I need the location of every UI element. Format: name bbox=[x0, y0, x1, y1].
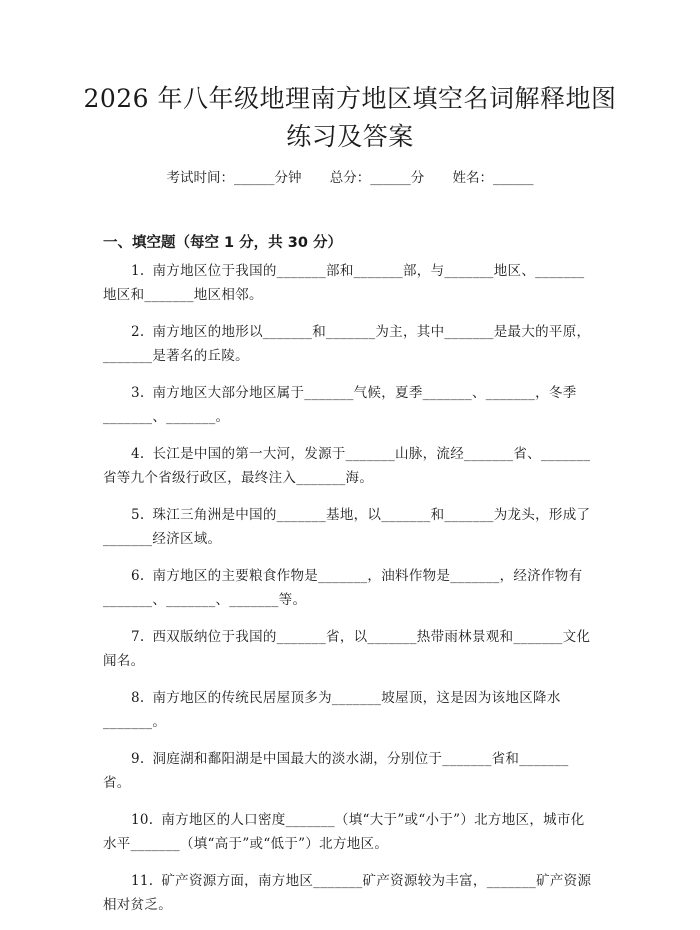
question-text: 长江是中国的第一大河，发源于_______山脉，流经_______省、_______省等九个省级行政区，最终注入_______海。 bbox=[103, 446, 591, 486]
section-heading: 一、填空题（每空 1 分，共 30 分） bbox=[103, 235, 342, 251]
question-text: 矿产资源方面，南方地区_______矿产资源较为丰富，_______矿产资源相对贫乏。 bbox=[103, 873, 592, 913]
question-10 bbox=[103, 808, 593, 856]
question-number: 5. bbox=[131, 507, 145, 523]
question-text: 洞庭湖和鄱阳湖是中国最大的淡水湖，分别位于_______省和_______省。 bbox=[103, 751, 569, 791]
question-number: 11. bbox=[131, 873, 154, 889]
exam-info-line bbox=[0, 168, 700, 188]
question-number: 1. bbox=[131, 263, 145, 279]
question-number: 7. bbox=[131, 629, 145, 645]
question-number: 6. bbox=[131, 568, 145, 584]
question-text: 南方地区位于我国的_______部和_______部，与_______地区、_______地区和_______地区相邻。 bbox=[103, 263, 585, 303]
question-number: 10. bbox=[131, 812, 154, 828]
question-text: 珠江三角洲是中国的_______基地，以_______和_______为龙头，形成了_______经济区域。 bbox=[103, 507, 591, 547]
question-text: 南方地区的地形以_______和_______为主，其中_______是最大的平原，_______是著名的丘陵。 bbox=[103, 324, 591, 364]
question-2 bbox=[103, 320, 593, 368]
question-number: 4. bbox=[131, 446, 145, 462]
question-1 bbox=[103, 259, 593, 307]
question-8 bbox=[103, 686, 593, 734]
question-list bbox=[103, 259, 593, 930]
question-number: 8. bbox=[131, 690, 145, 706]
question-5 bbox=[103, 503, 593, 551]
question-6 bbox=[103, 564, 593, 612]
question-3 bbox=[103, 381, 593, 429]
question-text: 西双版纳位于我国的_______省，以_______热带雨林景观和_______文化闻名。 bbox=[103, 629, 591, 669]
page-title: 2026 年八年级地理南方地区填空名词解释地图练习及答案 bbox=[83, 84, 617, 151]
question-text: 南方地区的主要粮食作物是_______，油料作物是_______，经济作物有_______、_______、_______等。 bbox=[103, 568, 583, 608]
question-text: 南方地区的传统民居屋顶多为_______坡屋顶，这是因为该地区降水_______。 bbox=[103, 690, 561, 730]
total-score-field: 总分：______分 bbox=[329, 170, 425, 186]
question-text: 南方地区的人口密度_______（填“大于”或“小于”）北方地区，城市化水平_______（填“高于”或“低于”）北方地区。 bbox=[103, 812, 585, 852]
question-4 bbox=[103, 442, 593, 490]
question-number: 2. bbox=[131, 324, 145, 340]
question-9 bbox=[103, 747, 593, 795]
question-number: 3. bbox=[131, 385, 145, 401]
question-number: 9. bbox=[131, 751, 145, 767]
question-text: 南方地区大部分地区属于_______气候，夏季_______、_______，冬季_______、_______。 bbox=[103, 385, 577, 425]
question-7 bbox=[103, 625, 593, 673]
exam-time-field: 考试时间：______分钟 bbox=[166, 170, 302, 186]
question-11 bbox=[103, 869, 593, 917]
name-field: 姓名：______ bbox=[452, 170, 534, 186]
